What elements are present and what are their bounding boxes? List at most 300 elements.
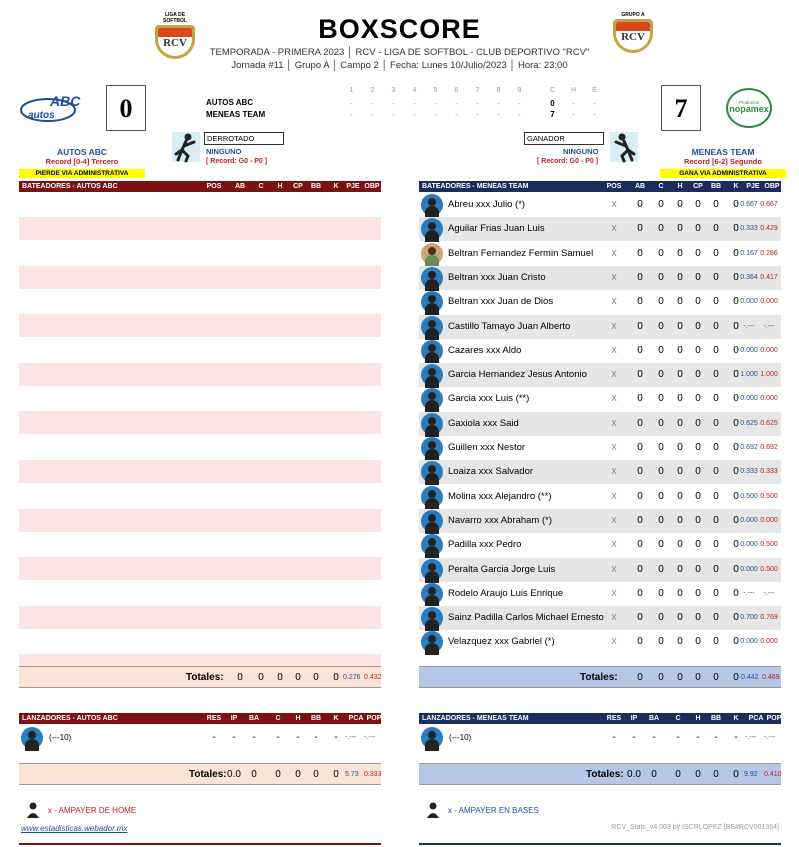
player-name: Beltran xxx Juan de Dios (448, 296, 554, 308)
home-e-value: - (593, 110, 596, 119)
avatar (421, 583, 443, 605)
home-pitch-pca: -.--- (745, 734, 757, 741)
avatar (21, 727, 43, 749)
away-pitching-col-k: K (333, 715, 339, 722)
table-row (419, 582, 781, 606)
player-pos: X (611, 588, 617, 598)
umpire-home-icon (26, 802, 40, 820)
away-pitch-totals-pca: 5.73 (345, 771, 359, 778)
player-name: Cazares xxx Aldo (448, 344, 522, 356)
away-inning-value: - (518, 99, 521, 108)
home-h-value: - (572, 110, 575, 119)
home-pitch-pop: -.--- (764, 734, 776, 741)
player-pje: 0.000 (740, 395, 758, 403)
player-stat: 0 (658, 223, 664, 235)
avatar (421, 510, 443, 532)
player-pje: 0.333 (740, 468, 758, 476)
player-name: Molina xxx Alejandro (**) (448, 490, 552, 502)
inning-header: 8 (496, 87, 501, 94)
player-pos: X (611, 443, 617, 452)
player-stat: 0 (677, 539, 683, 551)
home-result-badge: GANA VIA ADMINISTRATIVA (660, 169, 786, 178)
home-pitching-col-pca: PCA (748, 715, 764, 722)
player-stat: 0 (713, 247, 719, 259)
player-pos: X (611, 491, 617, 501)
player-pje: 0.000 (740, 565, 758, 573)
player-stat: 0 (637, 393, 643, 405)
home-pitching-col-res: RES (606, 715, 622, 722)
away-result-badge: PIERDE VIA ADMINISTRATIVA (19, 169, 145, 178)
table-row (419, 460, 781, 484)
away-empty-row (19, 460, 381, 483)
away-pitching-header (19, 713, 381, 724)
home-pitching-col-k: K (733, 715, 739, 722)
player-stat: 0 (695, 344, 701, 356)
player-pje: 0.000 (740, 638, 758, 646)
away-card-record: Record [0-4] Tercero (45, 157, 119, 166)
home-inning-value: - (455, 110, 458, 119)
avatar (421, 267, 443, 289)
away-batting-col-h: H (277, 183, 283, 190)
player-stat: 0 (733, 223, 739, 235)
home-batting-col-k: K (733, 183, 739, 190)
away-empty-row (19, 606, 381, 629)
away-pitch-line-value: - (212, 732, 216, 743)
player-pos: X (611, 637, 617, 647)
player-stat: 0 (713, 490, 719, 502)
player-stat: 0 (695, 199, 701, 210)
avatar (421, 437, 443, 459)
away-batting-col-k: K (333, 183, 339, 190)
nopamex-logo-small: Productos (738, 100, 760, 105)
player-stat: 0 (713, 199, 719, 210)
player-pje: 0.692 (740, 444, 758, 451)
player-obp: 0.500 (760, 492, 778, 500)
player-pje: -.--- (743, 322, 755, 330)
player-stat: 0 (713, 271, 719, 283)
home-total-value: 0 (713, 672, 719, 683)
player-name: Beltran Fernandez Fermin Samuel (448, 247, 594, 259)
away-empty-row (19, 217, 381, 240)
player-name: Peralta Garcia Jorge Luis (448, 563, 556, 575)
player-stat: 0 (637, 296, 643, 308)
away-batting-col-obp: OBP (364, 183, 380, 190)
svg-text:ABC: ABC (50, 93, 81, 109)
player-stat: 0 (713, 417, 719, 429)
player-stat: 0 (658, 636, 664, 648)
away-inning-value: - (392, 99, 395, 108)
home-inning-value: - (497, 110, 500, 119)
player-stat: 0 (713, 320, 719, 332)
inning-header: 2 (370, 87, 375, 94)
inning-header: 9 (517, 87, 522, 94)
player-stat: 0 (733, 466, 739, 478)
away-inning-value: - (434, 99, 437, 108)
base-umpire-label: x - AMPAYER EN BASES (448, 806, 539, 815)
player-obp: 0.333 (760, 468, 778, 476)
home-pitch-total-value: 0.0 (627, 769, 641, 780)
page-title: BOXSCORE (318, 14, 481, 44)
away-batting-title: BATEADORES - AUTOS ABC (22, 183, 118, 190)
player-obp: -.--- (763, 589, 775, 597)
avatar (421, 486, 443, 508)
avatar (421, 631, 443, 653)
nopamex-logo (726, 88, 772, 128)
player-stat: 0 (677, 223, 683, 235)
player-stat: 0 (733, 369, 739, 381)
player-pje: 0.000 (740, 541, 758, 549)
player-stat: 0 (713, 442, 719, 453)
home-pitch-total-value: 0 (733, 769, 739, 780)
avatar (421, 388, 443, 410)
player-stat: 0 (733, 539, 739, 551)
player-name: Navarro xxx Abraham (*) (448, 514, 553, 526)
home-pitch-total-value: 0 (675, 769, 681, 780)
away-pitch-total-value: 0 (333, 769, 339, 780)
away-empty-row (19, 266, 381, 289)
player-stat: 0 (658, 369, 664, 381)
player-pje: 0.000 (740, 298, 758, 306)
player-name: Padilla xxx Pedro (448, 539, 522, 551)
table-row (419, 533, 781, 557)
player-pos: X (611, 200, 617, 209)
player-stat: 0 (733, 587, 739, 599)
away-team-card (19, 145, 145, 178)
away-pitch-pca: -.--- (345, 734, 357, 741)
player-pje: -.--- (743, 589, 755, 597)
home-score: 7 (661, 85, 701, 131)
player-stat: 0 (677, 466, 683, 478)
player-stat: 0 (658, 393, 664, 405)
player-pos: X (611, 224, 617, 234)
player-stat: 0 (695, 369, 701, 381)
away-inning-value: - (455, 99, 458, 108)
away-batting-col-pos: POS (206, 183, 222, 190)
player-stat: 0 (658, 466, 664, 478)
home-pitcher-label: (---10) (449, 733, 472, 742)
player-pos: X (611, 515, 617, 525)
player-pos: X (611, 613, 617, 623)
player-stat: 0 (637, 344, 643, 356)
player-stat: 0 (677, 271, 683, 283)
player-obp: 0.500 (760, 565, 778, 573)
player-name: Garcia Hernandez Jesus Antonio (448, 369, 587, 381)
home-inning-value: - (476, 110, 479, 119)
away-total-value: 0 (313, 672, 319, 683)
player-pos: X (611, 345, 617, 355)
scoreboard-away-name: AUTOS ABC (206, 98, 254, 107)
away-pitcher-record: [ Record: G0 - P0 ] (206, 158, 268, 165)
away-pitch-total-value: 0.0 (227, 769, 241, 780)
player-stat: 0 (713, 223, 719, 235)
player-stat: 0 (658, 442, 664, 453)
player-stat: 0 (733, 612, 739, 624)
player-obp: 0.000 (760, 638, 778, 646)
inning-header: 7 (475, 87, 480, 94)
avatar (421, 727, 443, 749)
home-pitch-totals-label: Totales: (586, 769, 624, 780)
away-footer-line (19, 843, 381, 845)
player-stat: 0 (658, 417, 664, 429)
inning-header: 5 (433, 87, 438, 94)
player-stat: 0 (695, 636, 701, 648)
player-stat: 0 (733, 344, 739, 356)
home-batting-col-bb: BB (710, 183, 722, 190)
autos-abc-logo (20, 90, 81, 124)
away-inning-value: - (476, 99, 479, 108)
away-totals-obp: 0.432 (364, 674, 382, 681)
home-card-record: Record [6-2] Segundo (684, 157, 762, 166)
away-pitch-line-value: - (296, 732, 300, 743)
player-stat: 0 (733, 442, 739, 453)
website-link[interactable]: www.estadisticas.webador.mx (21, 824, 128, 833)
player-pje: 0.625 (740, 419, 758, 427)
player-stat: 0 (677, 563, 683, 575)
table-row (419, 606, 781, 630)
player-stat: 0 (637, 417, 643, 429)
player-stat: 0 (658, 247, 664, 259)
player-stat: 0 (713, 393, 719, 405)
away-empty-row (19, 411, 381, 434)
away-total-value: 0 (237, 672, 243, 683)
player-stat: 0 (658, 490, 664, 502)
home-pitcher-record: [ Record: G0 - P0 ] (537, 158, 599, 165)
player-stat: 0 (695, 296, 701, 308)
player-stat: 0 (733, 563, 739, 575)
away-pitch-total-value: 0 (275, 769, 281, 780)
player-stat: 0 (637, 271, 643, 283)
player-stat: 0 (733, 393, 739, 405)
away-pitch-totals-label: Totales: (189, 769, 227, 780)
avatar (421, 461, 443, 483)
home-pitch-line-value: - (734, 732, 738, 743)
player-name: Gaxiola xxx Said (448, 417, 519, 429)
e-header: E (592, 87, 597, 94)
player-stat: 0 (658, 199, 664, 210)
avatar (421, 534, 443, 556)
away-pitching-col-h: H (295, 715, 301, 722)
player-stat: 0 (713, 514, 719, 526)
player-obp: 1.000 (760, 371, 778, 379)
home-pitching-col-c: C (675, 715, 681, 722)
away-pitcher-name: NINGUNO (206, 147, 242, 156)
linescore (341, 87, 611, 123)
table-row (419, 266, 781, 290)
home-batting-totals (419, 666, 781, 688)
away-empty-row (19, 363, 381, 386)
player-stat: 0 (658, 563, 664, 575)
league-logo-right (612, 12, 654, 53)
away-batting-header (19, 181, 381, 192)
league-logo-caption: LIGA DE SOFTBOL (163, 12, 187, 24)
player-pje: 0.000 (740, 516, 758, 524)
h-header: H (570, 87, 577, 94)
away-inning-value: - (371, 99, 374, 108)
player-stat: 0 (695, 247, 701, 259)
home-inning-value: - (518, 110, 521, 119)
home-pitch-line-value: - (652, 732, 656, 743)
player-pos: X (611, 297, 617, 307)
player-stat: 0 (637, 563, 643, 575)
player-name: Velazquez xxx Gabriel (*) (448, 636, 555, 648)
player-pos: X (611, 467, 617, 477)
umpire-bases-icon (426, 802, 440, 820)
table-row (419, 558, 781, 582)
player-obp: 0.692 (760, 444, 778, 451)
home-card-name: MENEAS TEAM (691, 147, 755, 157)
player-pos: X (611, 248, 617, 258)
season-line: TEMPORADA - PRIMERA 2023 │ RCV - LIGA DE SOFTBOL - CLUB DEPORTIVO "RCV" (209, 47, 590, 58)
player-stat: 0 (677, 514, 683, 526)
player-stat: 0 (677, 247, 683, 259)
player-pos: X (611, 321, 617, 331)
player-stat: 0 (695, 271, 701, 283)
player-name: Aguilar Frias Juan Luis (448, 223, 545, 235)
away-batting-col-ab: AB (234, 183, 246, 190)
table-row (419, 217, 781, 241)
home-pitch-line-value: - (632, 732, 636, 743)
player-pje: 0.333 (740, 225, 758, 233)
player-stat: 0 (733, 296, 739, 308)
league-logo-left (154, 12, 196, 59)
away-empty-row (19, 314, 381, 337)
home-pitching-header (419, 713, 781, 724)
table-row (419, 509, 781, 533)
away-pitch-pop: -.--- (364, 734, 376, 741)
table-row (419, 412, 781, 436)
player-stat: 0 (677, 490, 683, 502)
player-name: Guillen xxx Nestor (448, 442, 526, 453)
home-pitch-line-value: - (612, 732, 616, 743)
player-stat: 0 (713, 344, 719, 356)
home-pitch-total-value: 0 (713, 769, 719, 780)
player-stat: 0 (733, 271, 739, 283)
pitcher-icon-home (610, 132, 638, 162)
away-total-value: 0 (258, 672, 264, 683)
away-pitching-col-bb: BB (310, 715, 322, 722)
away-pitch-line-value: - (276, 732, 280, 743)
away-status-box: DERROTADO (204, 132, 284, 145)
home-pitching-title: LANZADORES - MENEAS TEAM (422, 715, 529, 722)
player-stat: 0 (695, 514, 701, 526)
away-batting-totals (19, 666, 381, 688)
home-totals-obp: 0.469 (762, 674, 780, 681)
player-stat: 0 (695, 223, 701, 235)
player-stat: 0 (713, 612, 719, 624)
player-obp: 0.417 (760, 273, 778, 281)
player-stat: 0 (637, 539, 643, 551)
inning-header: 4 (412, 87, 417, 94)
player-obp: -.--- (763, 322, 775, 330)
player-pos: X (611, 370, 617, 380)
away-pitching-col-c: C (275, 715, 281, 722)
avatar (421, 194, 443, 216)
away-h-value: - (572, 99, 575, 108)
table-row (419, 339, 781, 363)
away-totals-pje: 0.276 (343, 674, 361, 681)
away-totals-label: Totales: (186, 672, 224, 683)
player-stat: 0 (637, 587, 643, 599)
player-stat: 0 (677, 369, 683, 381)
home-totals-pje: 0.442 (741, 674, 759, 681)
player-stat: 0 (695, 320, 701, 332)
player-stat: 0 (733, 247, 739, 259)
home-inning-value: - (413, 110, 416, 119)
away-empty-row (19, 557, 381, 580)
player-obp: 0.000 (760, 516, 778, 524)
avatar (421, 607, 443, 629)
home-total-value: 0 (733, 672, 739, 683)
home-c-value: 7 (550, 110, 555, 119)
home-batting-col-ab: AB (634, 183, 646, 190)
home-pitching-col-h: H (695, 715, 701, 722)
player-stat: 0 (658, 539, 664, 551)
avatar (421, 243, 443, 265)
home-totals-label: Totales: (580, 672, 618, 683)
home-batting-title: BATEADORES - MENEAS TEAM (422, 183, 529, 190)
player-name: Sainz Padilla Carlos Michael Ernesto (448, 612, 604, 624)
away-card-name: AUTOS ABC (56, 147, 108, 157)
player-pos: X (611, 540, 617, 550)
player-stat: 0 (733, 636, 739, 648)
away-inning-value: - (497, 99, 500, 108)
home-batting-col-obp: OBP (764, 183, 780, 190)
player-stat: 0 (733, 514, 739, 526)
player-stat: 0 (658, 612, 664, 624)
away-pitch-total-value: 0 (295, 769, 301, 780)
home-team-card (660, 145, 786, 178)
player-obp: 0.625 (760, 419, 778, 427)
away-pitch-line-value: - (314, 732, 318, 743)
player-stat: 0 (637, 223, 643, 235)
home-pitch-totals-pca: 9.92 (744, 771, 758, 778)
c-header: C (549, 87, 556, 94)
player-stat: 0 (637, 199, 643, 210)
player-stat: 0 (695, 417, 701, 429)
away-pitcher-row (19, 727, 381, 749)
player-obp: 0.769 (760, 614, 778, 622)
player-stat: 0 (637, 466, 643, 478)
player-stat: 0 (677, 587, 683, 599)
player-stat: 0 (637, 636, 643, 648)
home-pitch-line-value: - (676, 732, 680, 743)
away-score: 0 (106, 85, 146, 131)
player-pos: X (611, 418, 617, 428)
player-pos: X (611, 272, 617, 282)
player-stat: 0 (637, 247, 643, 259)
player-name: Castillo Tamayo Juan Alberto (448, 320, 571, 332)
player-pje: 0.167 (740, 249, 758, 257)
away-pitch-total-value: 0 (251, 769, 257, 780)
table-row (419, 630, 781, 654)
table-row (419, 290, 781, 314)
player-stat: 0 (637, 514, 643, 526)
player-stat: 0 (713, 563, 719, 575)
away-e-value: - (593, 99, 596, 108)
away-pitch-total-value: 0 (313, 769, 319, 780)
home-umpire-label: x - AMPAYER DE HOME (48, 806, 137, 815)
player-obp: 0.667 (760, 201, 778, 208)
away-pitching-title: LANZADORES - AUTOS ABC (22, 715, 118, 722)
avatar (421, 559, 443, 581)
home-pitcher-row (419, 727, 781, 749)
away-batting-col-bb: BB (310, 183, 322, 190)
home-total-value: 0 (695, 672, 701, 683)
player-stat: 0 (695, 393, 701, 405)
player-pje: 0.700 (740, 614, 758, 622)
home-pitching-col-ip: IP (630, 715, 638, 722)
player-stat: 0 (677, 393, 683, 405)
